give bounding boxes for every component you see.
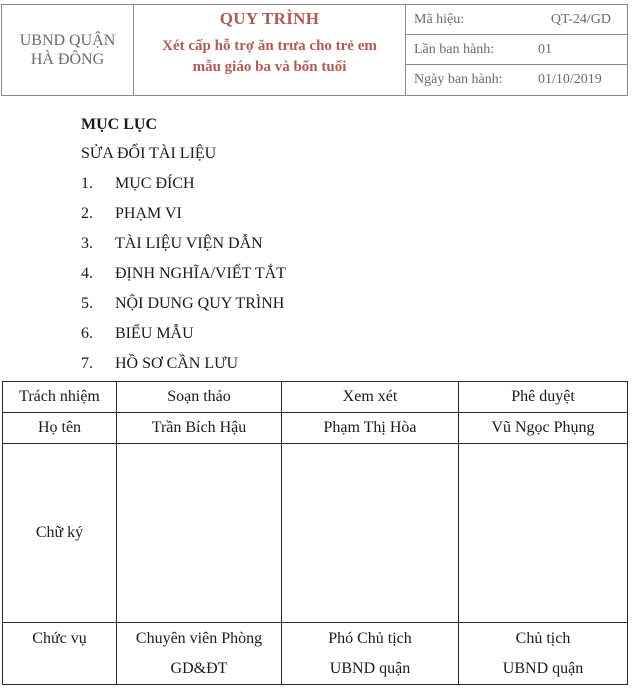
toc-item-label: HỒ SƠ CẦN LƯU xyxy=(115,355,239,372)
header-cell: Trách nhiệm xyxy=(3,382,117,413)
document-title: QUY TRÌNH xyxy=(219,9,320,28)
toc-item-label: MỤC ĐÍCH xyxy=(115,175,195,192)
meta-row-issue xyxy=(406,35,627,65)
toc-heading: MỤC LỤC xyxy=(81,116,157,133)
header-cell: Xem xét xyxy=(282,382,459,413)
toc-item xyxy=(81,325,286,355)
meta-value: 01/10/2019 xyxy=(538,72,602,87)
toc-item-number: 3. xyxy=(81,235,93,252)
position-cell xyxy=(117,623,282,685)
toc-item-number: 2. xyxy=(81,205,93,222)
name-cell: Phạm Thị Hòa xyxy=(282,413,459,444)
meta-label: Ngày ban hành: xyxy=(414,72,503,87)
meta-value: 01 xyxy=(538,41,552,57)
meta-label: Mã hiệu: xyxy=(414,11,465,27)
toc-item xyxy=(81,205,286,235)
position-cell xyxy=(459,623,628,685)
signature-cell xyxy=(459,444,628,623)
subtitle-line-1: Xét cấp hỗ trợ ăn trưa cho trẻ em xyxy=(162,38,377,54)
table-row xyxy=(3,623,628,685)
toc-item xyxy=(81,265,286,295)
position-line-1: Chuyên viên Phòng xyxy=(135,630,263,647)
toc-item-label: TÀI LIỆU VIỆN DẪN xyxy=(115,235,263,252)
header-cell: Soạn thảo xyxy=(117,382,282,413)
org-line-1: UBND QUẬN xyxy=(19,32,116,49)
table-row xyxy=(3,382,628,413)
table-of-contents xyxy=(81,115,286,385)
toc-item-number: 4. xyxy=(81,265,93,282)
header-cell: Phê duyệt xyxy=(459,382,628,413)
position-line-1: Phó Chủ tịch xyxy=(328,630,412,647)
approval-table xyxy=(2,381,628,685)
row-label: Chức vụ xyxy=(3,623,117,685)
subtitle-line-2: mẫu giáo ba và bốn tuổi xyxy=(192,59,347,75)
table-row xyxy=(3,413,628,444)
toc-item-label: ĐỊNH NGHĨA/VIẾT TẮT xyxy=(115,265,286,282)
position-line-1: Chủ tịch xyxy=(515,630,571,647)
position-line-2: UBND quận xyxy=(329,660,411,677)
toc-revision: SỬA ĐỔI TÀI LIỆU xyxy=(81,145,217,162)
row-label: Họ tên xyxy=(3,413,117,444)
toc-item-number: 7. xyxy=(81,355,93,372)
table-row xyxy=(3,444,628,623)
name-cell: Vũ Ngọc Phụng xyxy=(459,413,628,444)
signature-cell xyxy=(117,444,282,623)
name-cell: Trần Bích Hậu xyxy=(117,413,282,444)
toc-item-number: 5. xyxy=(81,295,93,312)
title-cell xyxy=(134,5,406,96)
toc-item-label: PHẠM VI xyxy=(115,205,182,222)
position-cell xyxy=(282,623,459,685)
signature-cell xyxy=(282,444,459,623)
meta-row-date xyxy=(406,65,627,95)
toc-item xyxy=(81,175,286,205)
toc-item-label: BIỂU MẪU xyxy=(115,325,194,342)
toc-item-number: 1. xyxy=(81,175,93,192)
meta-label: Lần ban hành: xyxy=(414,41,495,57)
organization-cell xyxy=(2,5,134,96)
toc-item-number: 6. xyxy=(81,325,93,342)
meta-value: QT-24/GD xyxy=(550,11,611,27)
position-line-2: GD&ĐT xyxy=(170,660,228,677)
document-subtitle xyxy=(134,36,405,78)
org-line-2: HÀ ĐÔNG xyxy=(30,51,105,68)
toc-item xyxy=(81,295,286,325)
row-label: Chữ ký xyxy=(3,444,117,623)
position-line-2: UBND quận xyxy=(502,660,584,677)
toc-item-label: NỘI DUNG QUY TRÌNH xyxy=(115,295,285,312)
toc-item xyxy=(81,235,286,265)
metadata-cell xyxy=(406,5,628,96)
document-header xyxy=(1,4,628,96)
meta-row-code xyxy=(406,5,627,35)
